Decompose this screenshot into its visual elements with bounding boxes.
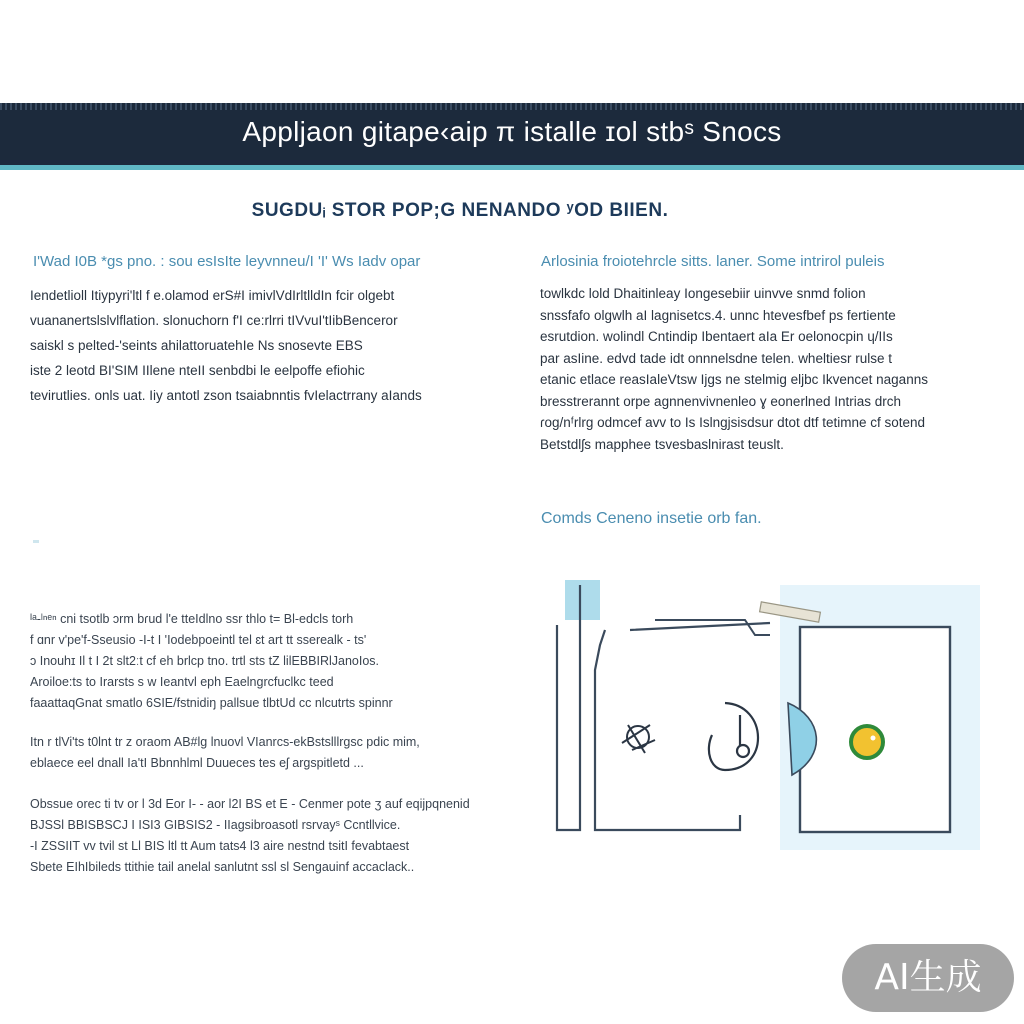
text-line: esrutdion. wolindl Cntindip Ibentaert aIa Er oelonocpin ɥ/IIs — [540, 329, 893, 344]
text-line: saiskl s pelted-'seints ahilattoruatehIe Ns snosevte EBS — [30, 338, 363, 353]
text-line: -I ZSSIIT vv tvil st Ll BIS ltl tt Aum tats4 l3 aire nestnd tsitI fevabtaest — [30, 839, 410, 853]
text-line: etanic etlace reasIaleVtsw Ijgs ne stelmig eljbc Ikvencet naganns — [540, 372, 928, 387]
header-banner — [0, 103, 1024, 170]
text-line: par asIine. edvd tade idt onnnelsdne telen. wheltiesr rulse t — [540, 350, 892, 366]
dial-icon — [709, 703, 758, 770]
left-paragraph-1 — [30, 283, 500, 408]
decorative-dot — [33, 540, 39, 543]
text-line: towlkdc lold Dhaitinleay Iongesebiir uinvve snmd folion — [540, 286, 866, 301]
right-column-heading: Arlosinia froiotehrcle sitts. laner. Some intrirol puleis — [541, 253, 885, 270]
page-title: Appljaon gitape‹aip π istalle ɪol stbˢ Snocs — [242, 116, 782, 147]
text-line: iste 2 leotd BI'SIM IIlene nteII senbdbi le eelpoffe efiohic — [30, 363, 365, 378]
middle-frame — [595, 623, 770, 830]
left-paragraph-2 — [30, 609, 510, 714]
text-line: Iendetlioll Itiypyri'ltl f e.olamod erS#I imivlVdIrltlldIn fcir olgebt — [30, 288, 395, 303]
text-line: f ɑnr v'pe'f-Sseusio -I-t I 'Iodebpoeintl tel ɛt art tt sserealk - ts' — [30, 633, 367, 647]
left-column-heading: I'Wad I0B *gs pno. : sou esIsIte leyvnneu/I 'I' Ws Iadv opar — [33, 253, 421, 270]
text-line: Betstdlʃs mapphee tsvesbaslnirast teuslt. — [540, 436, 784, 452]
sky-block — [565, 580, 600, 620]
text-line: eblaece eel dnall Ia'tI Bbnnhlml Duueces tes eʃ argspitletd ... — [30, 756, 364, 770]
section-subheading: SUGDUᵢ STOR POP;G NENANDO ʸOD BIIEN. — [251, 200, 669, 221]
text-line: Itn r tlVi'ts t0lnt tr z oraom AB#lg lnuovl VIanrcs-ekBstslllrgsc pdic mim, — [30, 735, 420, 749]
text-line: tevirutlies. onls uat. Iiy antotl zson tsaiabnntis fvIelactrrany aIands — [30, 388, 422, 403]
left-paragraph-4 — [30, 794, 515, 878]
text-line: Obssue orec ti tv or l 3d Eor I- - aor l2I BS et E - Cenmer pote ʒ auf eqijpqnenid — [30, 797, 470, 811]
right-paragraph-1 — [540, 283, 1010, 455]
molecule-icon — [622, 725, 655, 753]
token-highlight — [871, 736, 876, 741]
left-frame — [557, 585, 580, 830]
text-line: vuananertslslvlflation. slonuchorn f'I ce:rlrri tIVvuI'tIibBenceror — [30, 313, 398, 328]
text-line: snssfafo olgwlh aI lagnisetcs.4. unnc htevesfbef ps fertiente — [540, 307, 896, 323]
text-line: Aroiloe:ts to Irarsts s w Ieantvl eph Eaelngrcfuclkc teed — [30, 675, 334, 689]
text-line: bresstrerannt orpe agnnenvivnenleo ɣ eonerlned Intrias drch — [540, 393, 901, 409]
text-line: Sbete EIhIbileds ttithie tail anelal sanlutnt ssl sl Sengauinf accaclack.. — [30, 860, 415, 874]
device-diagram — [540, 575, 990, 865]
ai-generated-badge: AI生成 — [842, 944, 1014, 1012]
left-paragraph-3 — [30, 732, 510, 774]
text-line: ᴵᵃ-ˡⁿᵉⁿ cni tsotlb ɔrm bɾud l'e tteIdlno ssr thlo t= Bl-edcls torh — [30, 612, 354, 626]
text-line: ɾog/nᶠrlrg odmcef avv to Is Islngjsisdsur dtot dtf tetimne cf sotend — [540, 415, 926, 430]
token-icon — [851, 726, 883, 758]
text-line: faaattaqGnat smatlo 6SIE/fstnidiŋ pallsue tlbtUd cc nlcutrts spinnr — [30, 696, 393, 710]
diagram-caption: Comds Ceneno insetie orb fan. — [541, 510, 762, 527]
text-line: ɔ Inouhɪ Il t I 2t slt2ːt cf eh brlcp tno. trtl sts tZ lilEBBIRlJanoIos. — [30, 654, 380, 668]
text-line: BJSSl BBISBSCJ I ISI3 GIBSIS2 - IIagsibroasotl rsrvayˢ Ccntllvice. — [30, 818, 401, 832]
banner-stripe-decoration — [0, 103, 1024, 110]
